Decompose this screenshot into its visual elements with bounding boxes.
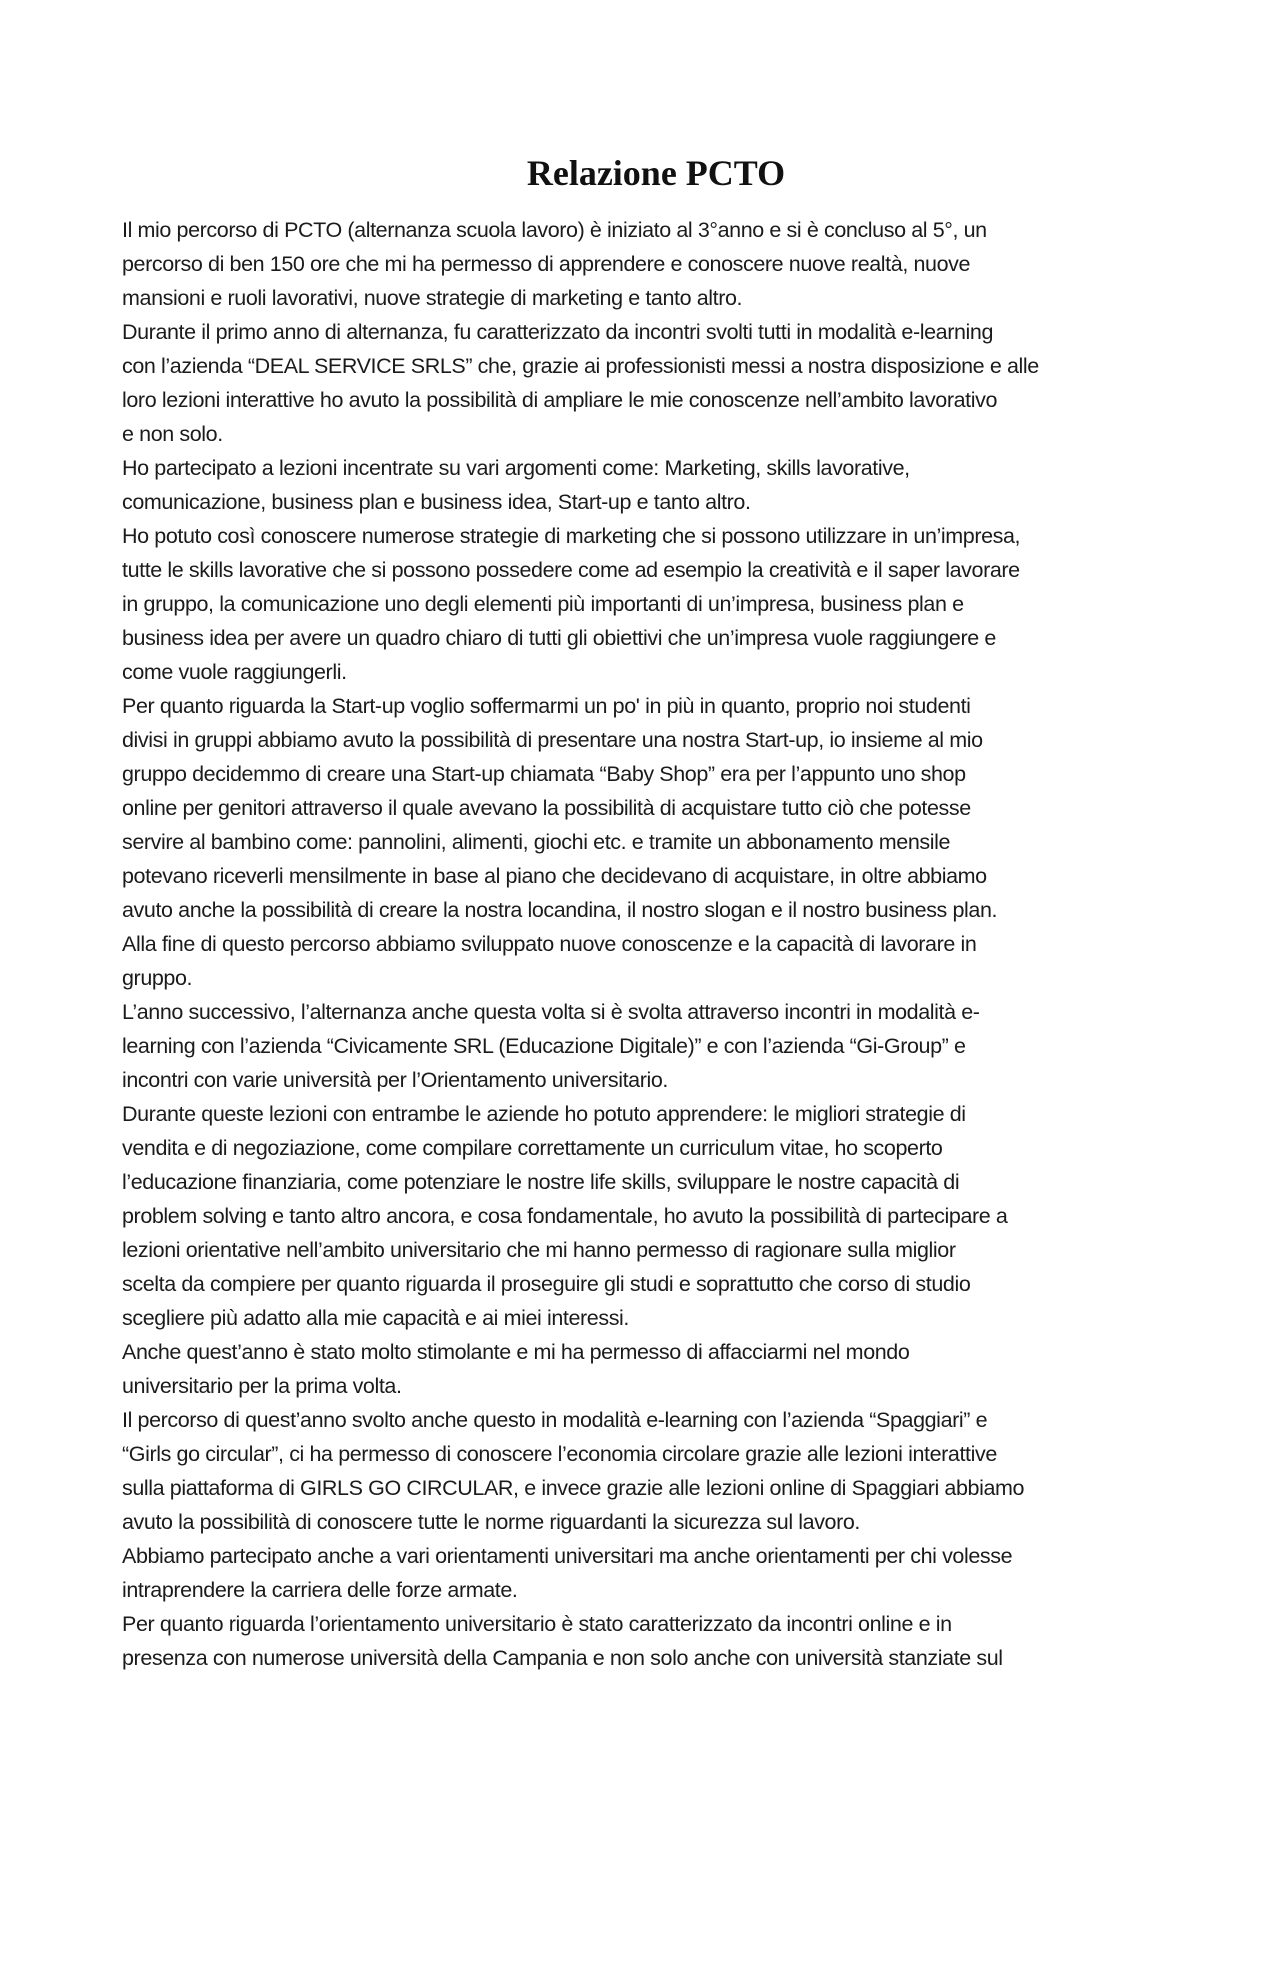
text-line: incontri con varie università per l’Orientamento universitario.	[122, 1068, 668, 1092]
text-line: “Girls go circular”, ci ha permesso di conoscere l’economia circolare grazie alle lezioni interattive	[122, 1442, 997, 1466]
paragraph	[122, 1539, 1190, 1607]
paragraph	[122, 213, 1190, 315]
text-line: scegliere più adatto alla mie capacità e ai miei interessi.	[122, 1306, 630, 1330]
text-line: Durante queste lezioni con entrambe le aziende ho potuto apprendere: le migliori strategie di	[122, 1102, 966, 1126]
text-line: business idea per avere un quadro chiaro di tutti gli obiettivi che un’impresa vuole raggiungere e	[122, 626, 996, 650]
text-line: come vuole raggiungerli.	[122, 660, 347, 684]
document-content	[122, 151, 1190, 1675]
text-line: sulla piattaforma di GIRLS GO CIRCULAR, e invece grazie alle lezioni online di Spaggiari abbiamo	[122, 1476, 1025, 1500]
document-title: Relazione PCTO	[526, 153, 786, 193]
text-line: learning con l’azienda “Civicamente SRL (Educazione Digitale)” e con l’azienda “Gi-Group” e	[122, 1034, 966, 1058]
text-line: Alla fine di questo percorso abbiamo sviluppato nuove conoscenze e la capacità di lavorare in	[122, 932, 977, 956]
document-body	[122, 213, 1190, 1675]
text-line: Abbiamo partecipato anche a vari orientamenti universitari ma anche orientamenti per chi volesse	[122, 1544, 1013, 1568]
text-line: gruppo.	[122, 966, 193, 990]
text-line: con l’azienda “DEAL SERVICE SRLS” che, grazie ai professionisti messi a nostra disposizione e alle	[122, 354, 1039, 378]
text-line: L’anno successivo, l’alternanza anche questa volta si è svolta attraverso incontri in modalità e-	[122, 1000, 980, 1024]
text-line: Ho potuto così conoscere numerose strategie di marketing che si possono utilizzare in un’impresa,	[122, 524, 1021, 548]
text-line: servire al bambino come: pannolini, alimenti, giochi etc. e tramite un abbonamento mensile	[122, 830, 951, 854]
document-page	[0, 151, 1280, 1962]
text-line: vendita e di negoziazione, come compilare correttamente un curriculum vitae, ho scoperto	[122, 1136, 943, 1160]
text-line: intraprendere la carriera delle forze armate.	[122, 1578, 518, 1602]
text-line: mansioni e ruoli lavorativi, nuove strategie di marketing e tanto altro.	[122, 286, 743, 310]
paragraph	[122, 451, 1190, 519]
text-line: problem solving e tanto altro ancora, e cosa fondamentale, ho avuto la possibilità di partecipare a	[122, 1204, 1008, 1228]
paragraph	[122, 1097, 1190, 1335]
paragraph	[122, 1335, 1190, 1403]
text-line: l’educazione finanziaria, come potenziare le nostre life skills, sviluppare le nostre capacità di	[122, 1170, 960, 1194]
text-line: Il percorso di quest’anno svolto anche questo in modalità e-learning con l’azienda “Spaggiari” e	[122, 1408, 988, 1432]
text-line: in gruppo, la comunicazione uno degli elementi più importanti di un’impresa, business plan e	[122, 592, 964, 616]
text-line: avuto anche la possibilità di creare la nostra locandina, il nostro slogan e il nostro business plan.	[122, 898, 998, 922]
text-line: divisi in gruppi abbiamo avuto la possibilità di presentare una nostra Start-up, io insieme al mio	[122, 728, 983, 752]
paragraph	[122, 689, 1190, 927]
text-line: tutte le skills lavorative che si possono possedere come ad esempio la creatività e il saper lavorare	[122, 558, 1020, 582]
text-line: presenza con numerose università della Campania e non solo anche con università stanziate sul	[122, 1646, 1003, 1670]
text-line: universitario per la prima volta.	[122, 1374, 402, 1398]
text-line: Anche quest’anno è stato molto stimolante e mi ha permesso di affacciarmi nel mondo	[122, 1340, 910, 1364]
text-line: Durante il primo anno di alternanza, fu caratterizzato da incontri svolti tutti in modalità e-learning	[122, 320, 994, 344]
paragraph	[122, 995, 1190, 1097]
text-line: percorso di ben 150 ore che mi ha permesso di apprendere e conoscere nuove realtà, nuove	[122, 252, 971, 276]
text-line: Il mio percorso di PCTO (alternanza scuola lavoro) è iniziato al 3°anno e si è concluso al 5°, un	[122, 218, 987, 242]
text-line: scelta da compiere per quanto riguarda il proseguire gli studi e soprattutto che corso di studio	[122, 1272, 971, 1296]
text-line: avuto la possibilità di conoscere tutte le norme riguardanti la sicurezza sul lavoro.	[122, 1510, 861, 1534]
text-line: Per quanto riguarda la Start-up voglio soffermarmi un po' in più in quanto, proprio noi studenti	[122, 694, 971, 718]
paragraph	[122, 315, 1190, 451]
paragraph	[122, 1403, 1190, 1539]
paragraph	[122, 927, 1190, 995]
text-line: e non solo.	[122, 422, 223, 446]
text-line: comunicazione, business plan e business idea, Start-up e tanto altro.	[122, 490, 751, 514]
paragraph	[122, 1607, 1190, 1675]
text-line: online per genitori attraverso il quale avevano la possibilità di acquistare tutto ciò che potesse	[122, 796, 971, 820]
text-line: Ho partecipato a lezioni incentrate su vari argomenti come: Marketing, skills lavorative,	[122, 456, 910, 480]
text-line: gruppo decidemmo di creare una Start-up chiamata “Baby Shop” era per l’appunto uno shop	[122, 762, 966, 786]
text-line: Per quanto riguarda l’orientamento universitario è stato caratterizzato da incontri online e in	[122, 1612, 952, 1636]
text-line: potevano riceverli mensilmente in base al piano che decidevano di acquistare, in oltre abbiamo	[122, 864, 987, 888]
paragraph	[122, 519, 1190, 689]
text-line: lezioni orientative nell’ambito universitario che mi hanno permesso di ragionare sulla miglior	[122, 1238, 956, 1262]
text-line: loro lezioni interattive ho avuto la possibilità di ampliare le mie conoscenze nell’ambito lavorativo	[122, 388, 998, 412]
